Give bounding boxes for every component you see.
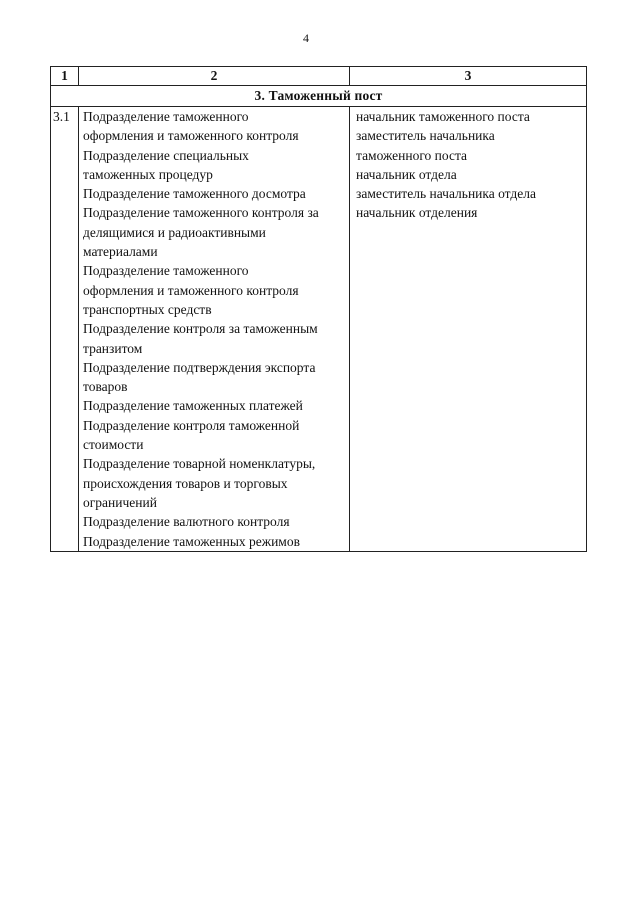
table-row	[51, 107, 587, 552]
unit-line: Подразделение таможенных платежей	[83, 398, 303, 414]
position-line: начальник таможенного поста	[356, 109, 530, 124]
unit-line: товаров	[83, 379, 128, 395]
unit-line: оформления и таможенного контроля	[83, 282, 299, 298]
unit-line: транспортных средств	[83, 301, 212, 317]
unit-line: Подразделение подтверждения экспорта	[83, 359, 316, 375]
unit-line: Подразделение таможенных режимов	[83, 533, 300, 549]
unit-line: Подразделение таможенного	[83, 263, 249, 279]
page-number: 4	[303, 31, 309, 45]
column-header-2: 2	[79, 67, 350, 86]
position-line: начальник отдела	[356, 166, 457, 182]
unit-line: Подразделение таможенного	[83, 109, 249, 124]
table-header-row	[51, 67, 587, 86]
units-cell	[79, 107, 350, 552]
unit-line: Подразделение специальных	[83, 147, 249, 163]
unit-line: делящимися и радиоактивными	[83, 224, 266, 240]
unit-line: Подразделение валютного контроля	[83, 514, 290, 530]
position-line: заместитель начальника	[356, 128, 495, 144]
column-header-3: 3	[350, 67, 587, 86]
staff-table	[50, 66, 587, 552]
row-number: 3.1	[51, 107, 79, 552]
unit-line: ограничений	[83, 494, 157, 510]
unit-line: материалами	[83, 244, 158, 260]
unit-line: оформления и таможенного контроля	[83, 128, 299, 144]
section-title: 3. Таможенный пост	[51, 86, 587, 107]
unit-line: стоимости	[83, 437, 144, 453]
column-header-1: 1	[51, 67, 79, 86]
unit-line: транзитом	[83, 340, 143, 356]
position-line: таможенного поста	[356, 147, 468, 163]
section-row	[51, 86, 587, 107]
unit-line: таможенных процедур	[83, 166, 213, 182]
unit-line: Подразделение контроля таможенной	[83, 417, 300, 433]
position-line: начальник отделения	[356, 205, 478, 221]
unit-line: Подразделение товарной номенклатуры,	[83, 456, 316, 472]
unit-line: Подразделение таможенного контроля за	[83, 205, 319, 221]
positions-cell	[350, 107, 587, 552]
position-line: заместитель начальника отдела	[356, 186, 536, 202]
unit-line: происхождения товаров и торговых	[83, 475, 288, 491]
unit-line: Подразделение таможенного досмотра	[83, 186, 306, 202]
unit-line: Подразделение контроля за таможенным	[83, 321, 318, 337]
